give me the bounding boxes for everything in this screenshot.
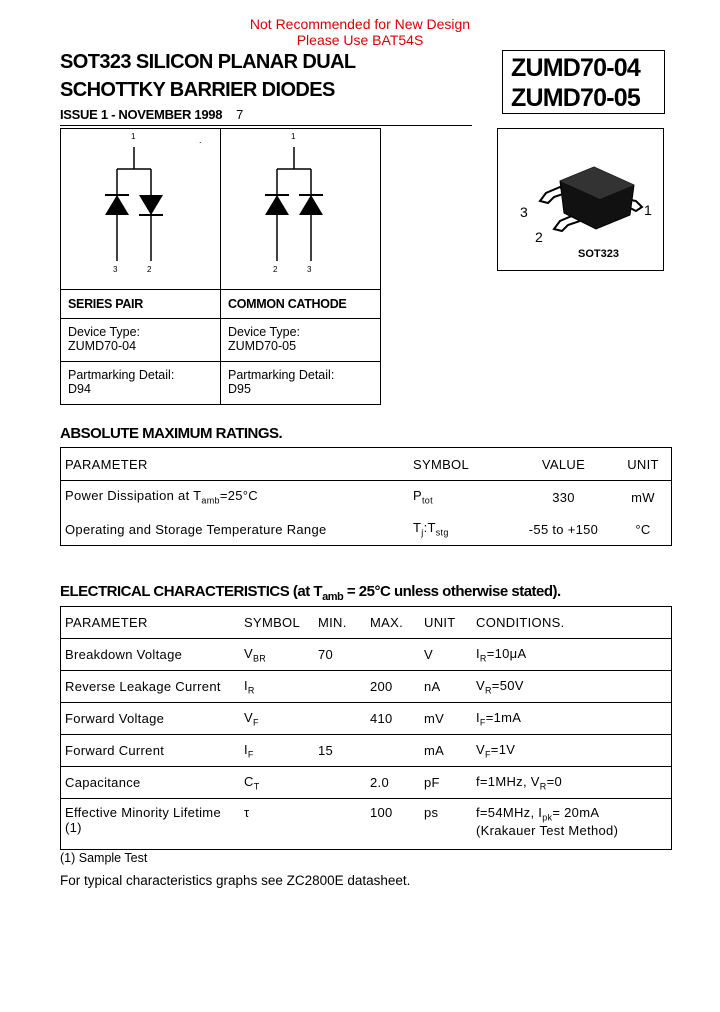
table-row: Capacitance $C_T$ 2.0 pF f=1MHz, $V_R=0$: [61, 767, 672, 799]
pin-label-2: 2: [535, 229, 543, 245]
issue-date: ISSUE 1 - NOVEMBER 1998: [60, 107, 223, 122]
param-cell: Power Dissipation at $T_{amb}=25^\circ C$: [65, 488, 258, 506]
issue-line: [60, 107, 243, 122]
table-row: Forward Current $I_F$ 15 mA $V_F=1V$: [61, 735, 672, 767]
diode-3: [265, 195, 289, 215]
col-value: VALUE: [512, 448, 615, 481]
package-name: SOT323: [578, 248, 619, 260]
value-cell: 330: [552, 489, 575, 505]
part-number-box: [502, 50, 665, 114]
header-rule: [60, 125, 472, 126]
part-number-04: ZUMD70-04: [511, 54, 640, 82]
diode-4: [299, 195, 323, 215]
col-parameter: PARAMETER: [61, 607, 241, 639]
symbol-cell: $T_j:T_{stg}$: [413, 520, 449, 538]
table-row: Effective Minority Lifetime (1) τ 100 ps f=54MHz, $I_{pk}= 20mA$ (Krakauer Test Method): [61, 799, 672, 850]
col-symbol: SYMBOL: [240, 607, 314, 639]
obsolete-notice-line2: Please Use BAT54S: [296, 32, 424, 48]
common-pin-2: 2: [273, 265, 278, 274]
col-parameter: PARAMETER: [61, 448, 410, 481]
sample-test-note: (1) Sample Test: [60, 851, 148, 865]
obsolete-notice-line1: Not Recommended for New Design: [249, 16, 471, 32]
series-pair-diagram: [61, 129, 221, 290]
series-pair-schematic: [61, 129, 206, 286]
pin-label-1: 1: [644, 202, 652, 218]
title-line2: SCHOTTKY BARRIER DIODES: [60, 79, 335, 101]
diode-1: [105, 195, 129, 215]
partmarking-value: D94: [68, 382, 91, 396]
device-type-04-cell: [61, 319, 221, 362]
device-type-value: ZUMD70-04: [68, 339, 137, 353]
param-cell: Operating and Storage Temperature Range: [65, 521, 327, 537]
common-cathode-label: COMMON CATHODE: [221, 290, 381, 319]
sot323-package-drawing: [498, 129, 662, 269]
ec-heading: ELECTRICAL CHARACTERISTICS (at $T_{amb} = 25^\circ C$ unless otherwise stated).: [60, 583, 561, 603]
unit-cell: mW: [631, 489, 655, 505]
partmarking-label: Partmarking Detail:: [228, 368, 335, 382]
amr-heading: ABSOLUTE MAXIMUM RATINGS.: [60, 425, 283, 442]
table-row: Breakdown Voltage $V_{BR}$ 70 V $I_R=10\mu A$: [61, 639, 672, 671]
part-number-05: ZUMD70-05: [511, 84, 640, 112]
title-line1: SOT323 SILICON PLANAR DUAL: [60, 51, 356, 73]
device-type-label: Device Type:: [68, 325, 141, 339]
series-pin-1: 1: [131, 132, 136, 141]
col-unit: UNIT: [615, 448, 672, 481]
table-row: Forward Voltage $V_F$ 410 mV $I_F=1mA$: [61, 703, 672, 735]
col-max: MAX.: [366, 607, 420, 639]
table-header-row: [61, 448, 672, 481]
amr-table: [60, 447, 672, 546]
common-cathode-diagram: [221, 129, 381, 290]
series-pin-3: 3: [113, 265, 118, 274]
device-type-value: ZUMD70-05: [228, 339, 297, 353]
value-cell: -55 to +150: [528, 521, 599, 537]
table-row: [61, 481, 672, 514]
device-type-05-cell: [221, 319, 381, 362]
device-config-table: [60, 128, 381, 405]
diode-2: [139, 195, 163, 215]
partmarking-04-cell: [61, 362, 221, 405]
col-conditions: CONDITIONS.: [472, 607, 672, 639]
ec-table: [60, 606, 672, 850]
table-header-row: [61, 607, 672, 639]
common-pin-3: 3: [307, 265, 312, 274]
table-row: [61, 513, 672, 546]
table-row: Reverse Leakage Current $I_R$ 200 nA $V_R=50V$: [61, 671, 672, 703]
partmarking-label: Partmarking Detail:: [68, 368, 175, 382]
partmarking-value: D95: [228, 382, 251, 396]
package-illustration: [497, 128, 664, 271]
device-type-label: Device Type:: [228, 325, 301, 339]
series-dot: .: [199, 135, 202, 145]
page-mark: 7: [236, 107, 244, 122]
common-pin-1: 1: [291, 132, 296, 141]
common-cathode-schematic: [221, 129, 366, 286]
series-pair-label: SERIES PAIR: [61, 290, 221, 319]
symbol-cell: $P_{tot}$: [413, 488, 433, 506]
typical-graphs-note: For typical characteristics graphs see ZC2800E datasheet.: [60, 873, 411, 888]
partmarking-05-cell: [221, 362, 381, 405]
unit-cell: °C: [635, 521, 651, 537]
pin-label-3: 3: [520, 204, 528, 220]
col-symbol: SYMBOL: [409, 448, 512, 481]
col-min: MIN.: [314, 607, 366, 639]
series-pin-2: 2: [147, 265, 152, 274]
col-unit: UNIT: [420, 607, 472, 639]
